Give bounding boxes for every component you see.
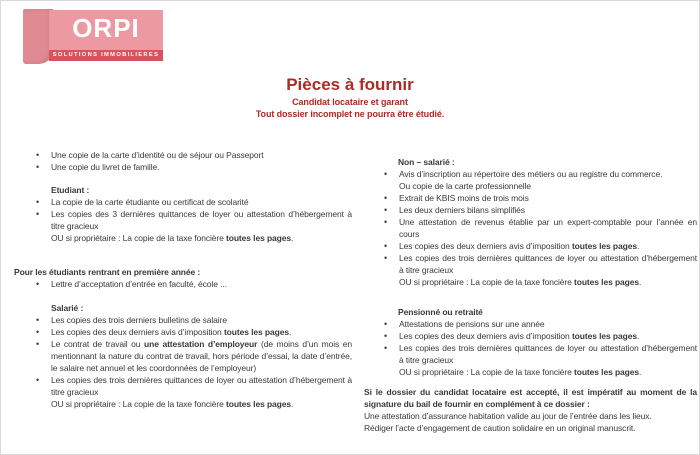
list-item-text: Une copie du livret de famille.	[51, 162, 160, 172]
list-item-alt-line	[51, 398, 352, 410]
list-item-text: Les copies des deux derniers avis d’imposition	[399, 241, 572, 251]
left-column	[14, 149, 352, 410]
closing-note-bold: Si le dossier du candidat locataire est accepté, il est impératif au moment de la signature du bail de fournir en complément à ce dossier :	[364, 387, 697, 409]
alt-line-text: OU si propriétaire : La copie de la taxe foncière	[399, 367, 575, 377]
list-item	[364, 252, 697, 288]
list-item-text: Les copies des trois dernières quittances de loyer ou attestation d’hébergement à titre gracieux	[51, 375, 352, 397]
alt-line-bold: toutes les pages	[574, 367, 640, 377]
list-item-text: Les copies des trois derniers bulletins de salaire	[51, 315, 227, 325]
list-item	[364, 342, 697, 378]
list-item-bold: toutes les pages	[571, 331, 637, 341]
alt-line-end: .	[291, 399, 294, 409]
alt-line-bold: toutes les pages	[574, 277, 640, 287]
alt-line-text: OU si propriétaire : La copie de la taxe foncière	[399, 277, 575, 287]
list-item	[14, 338, 352, 374]
section-heading-pensionne: Pensionné ou retraité	[398, 307, 483, 317]
list-item-alt-line	[51, 232, 352, 244]
list-item	[14, 208, 352, 244]
list-item-text	[399, 252, 697, 276]
list-item	[14, 374, 352, 410]
list-item	[14, 196, 352, 208]
alt-line-bold: toutes les pages	[226, 399, 292, 409]
list-item-text	[51, 208, 352, 232]
page-subtitle: Candidat locataire et garant	[292, 97, 408, 107]
list-item-end: (de moins d’un mois en mentionnant la nature du contrat de travail, hors période d’essai, la date d’entrée, le salaire net annuel et les coordonnées de l’employeur)	[51, 339, 352, 373]
closing-note-line: Une attestation d’assurance habitation valide au jour de l’entrée dans les lieux.	[364, 411, 652, 421]
list-item	[364, 240, 697, 252]
alt-line-end: .	[291, 233, 294, 243]
list-item-text	[399, 216, 697, 240]
list-item	[14, 161, 352, 173]
list-item-text: Extrait de KBIS moins de trois mois	[399, 193, 529, 203]
list-item-alt-line	[399, 276, 697, 288]
list-item	[14, 278, 352, 290]
list-item	[14, 149, 352, 161]
list-item-text: Une attestation de revenus établie par un expert-comptable pour l’année en cours	[399, 217, 697, 239]
list-item-bold: toutes les pages	[223, 327, 289, 337]
list-item-text: Les copies des trois dernières quittances de loyer ou attestation d’hébergement à titre gracieux	[399, 343, 697, 365]
section-heading-salarie: Salarié :	[51, 303, 84, 313]
list-item	[364, 204, 697, 216]
document-header	[1, 75, 699, 120]
list-item-text	[51, 338, 352, 374]
section-heading-non-salarie: Non – salarié :	[398, 157, 455, 167]
incomplete-notice: Tout dossier incomplet ne pourra être étudié.	[255, 109, 445, 119]
page-title: Pièces à fournir	[286, 75, 414, 94]
list-item-text: Les copies des deux derniers avis d’imposition	[399, 331, 572, 341]
list-item-text: • Avis d’inscription au répertoire des métiers ou au registre du commerce.	[399, 169, 663, 179]
alt-line-end: .	[639, 367, 642, 377]
list-item-alt-line	[399, 366, 697, 378]
list-item-alt-line: Ou copie de la carte professionnelle	[399, 181, 532, 191]
alt-line-bold: toutes les pages	[226, 233, 292, 243]
list-item-end: .	[636, 331, 640, 341]
list-item-text	[51, 374, 352, 398]
list-item-text	[399, 342, 697, 366]
closing-note	[364, 386, 697, 434]
list-item-text: Les deux derniers bilans simplifiés	[399, 205, 525, 215]
list-item-text: Les copies des trois dernières quittances de loyer ou attestation d’hébergement à titre gracieux	[399, 253, 697, 275]
list-item	[14, 326, 352, 338]
list-item-text: Les copies des deux derniers avis d’imposition	[51, 327, 224, 337]
logo-brand-text: ORPI	[72, 13, 140, 43]
alt-line-end: .	[639, 277, 642, 287]
list-item	[14, 314, 352, 326]
list-item-text: Lettre d’acceptation d’entrée en faculté, école ...	[51, 279, 227, 289]
orpi-logo	[21, 6, 163, 66]
list-item-text: Le contrat de travail ou	[51, 339, 145, 349]
list-item-bold: toutes les pages	[571, 241, 637, 251]
closing-note-line: Rédiger l’acte d’engagement de caution solidaire en un original manuscrit.	[364, 423, 636, 433]
alt-line-text: OU si propriétaire : La copie de la taxe foncière	[51, 233, 227, 243]
list-item-text: Attestations de pensions sur une année	[399, 319, 545, 329]
list-item-end: .	[288, 327, 292, 337]
section-heading-premiere-annee: Pour les étudiants rentrant en première année :	[14, 267, 201, 277]
section-heading-etudiant: Etudiant :	[51, 185, 90, 195]
right-column	[364, 149, 697, 434]
list-item	[364, 216, 697, 240]
list-item	[364, 192, 697, 204]
list-item	[364, 330, 697, 342]
logo-tagline: SOLUTIONS IMMOBILIERES	[49, 50, 163, 61]
list-item-bold: une attestation d’employeur	[144, 339, 258, 349]
list-item-end: .	[636, 241, 640, 251]
list-item-text: Les copies des 3 dernières quittances de loyer ou attestation d’hébergement à titre gracieux	[51, 209, 352, 231]
list-item	[364, 318, 697, 330]
list-item	[364, 168, 697, 192]
list-item-text: La copie de la carte étudiante ou certificat de scolarité	[51, 197, 249, 207]
alt-line-text: OU si propriétaire : La copie de la taxe foncière	[51, 399, 227, 409]
list-item-text: Une copie de la carte d’identité ou de séjour ou Passeport	[51, 150, 264, 160]
